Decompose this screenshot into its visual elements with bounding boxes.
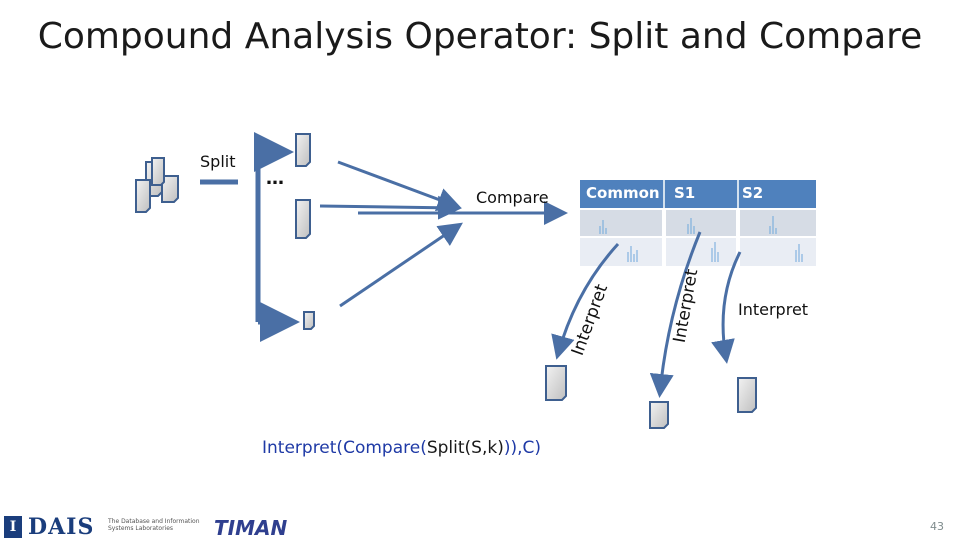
document-icon	[650, 402, 668, 428]
table-header-s1: S1	[674, 184, 696, 202]
table-header-common: Common	[586, 184, 660, 202]
table-cell	[580, 238, 662, 266]
formula-close-compare: )	[503, 438, 511, 458]
formula-interpret: Interpret(	[262, 438, 344, 458]
compare-arrows	[320, 162, 562, 306]
compare-label: Compare	[476, 188, 549, 207]
table-cell	[666, 238, 736, 266]
page-number: 43	[930, 520, 944, 533]
document-icon	[304, 312, 314, 329]
document-icon	[546, 366, 566, 400]
table-header-s2: S2	[742, 184, 764, 202]
formula-close-interpret: ),C)	[510, 438, 542, 458]
formula-split: Split(S,k)	[426, 438, 504, 458]
interpret-label: Interpret	[738, 300, 809, 319]
formula-compare: Compare(	[343, 438, 427, 458]
source-document-stack	[136, 158, 178, 212]
document-icon	[296, 200, 310, 238]
interpret-rotated-label-2: Interpret	[669, 267, 703, 345]
document-icon	[296, 134, 310, 166]
document-icon	[152, 158, 164, 185]
dais-logo: DAIS	[28, 514, 95, 540]
document-icon	[738, 378, 756, 412]
table-cell	[580, 210, 662, 236]
table-cell	[740, 210, 816, 236]
split-label: Split	[200, 152, 236, 171]
timan-logo: TIMAN	[214, 516, 288, 540]
slide-title: Compound Analysis Operator: Split and Compare	[37, 16, 923, 57]
uiuc-logo: I	[4, 516, 22, 538]
interpret-rotated-label-1: Interpret	[567, 281, 613, 359]
table-cell	[666, 210, 736, 236]
document-icon	[136, 180, 150, 212]
formula-expression	[262, 438, 541, 458]
ellipsis-label: …	[266, 168, 284, 189]
dais-subtitle: The Database and Information Systems Laboratories	[108, 518, 200, 532]
table-cell	[740, 238, 816, 266]
